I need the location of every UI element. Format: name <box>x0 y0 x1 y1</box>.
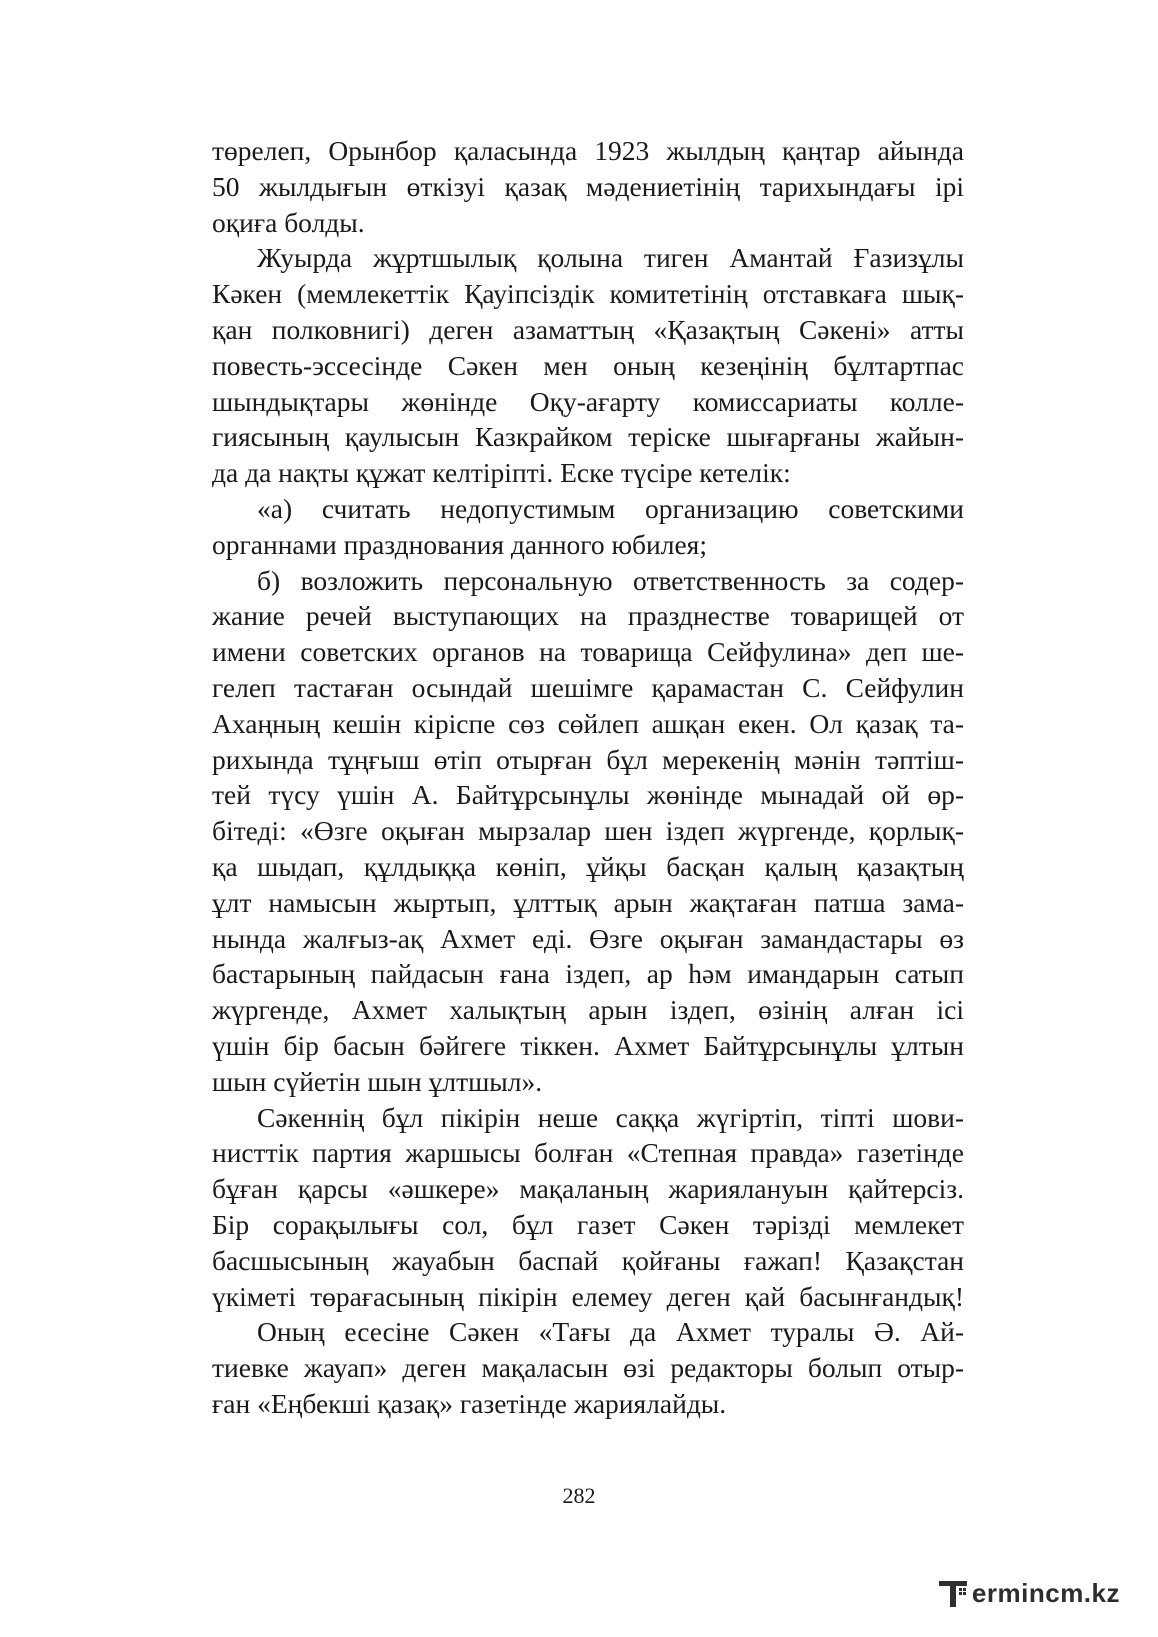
watermark-prefix: ermin <box>971 1577 1046 1608</box>
text-line: Сәкеннің бұл пікірін неше саққа жүгіртіп, тіпті шови- <box>257 1101 964 1133</box>
page-number: 282 <box>562 1483 596 1508</box>
text-line: жание речей выступающих на празднестве товарищей от <box>212 600 964 632</box>
text-line: да да нақты құжат келтіріпті. Еске түсіре кетелік: <box>212 457 791 489</box>
text-line: гиясының қаулысын Казкрайком теріске шығарғаны жайын- <box>212 421 964 453</box>
text-line: Кәкен (мемлекеттік Қауіпсіздік комитетінің отставкаға шық- <box>212 278 964 310</box>
text-line: ған «Еңбекші қазақ» газетінде жариялайды. <box>212 1387 727 1419</box>
text-line: шын сүйетін шын ұлтшыл». <box>212 1065 543 1097</box>
text-line: қа шыдап, құлдыққа көніп, ұйқы басқан қалың қазақтың <box>212 850 964 882</box>
text-line: үкіметі төрағасының пікірін елемеу деген қай басынғандық! <box>212 1280 964 1312</box>
text-line: басшысының жауабын баспай қойғаны ғажап! Қазақстан <box>212 1244 964 1276</box>
text-line: бастарының пайдасын ғана іздеп, ар һәм имандарын сатып <box>212 958 964 990</box>
text-line: Оның есесіне Сәкен «Тағы да Ахмет туралы Ә. Ай- <box>257 1316 964 1348</box>
text-line: жүргенде, Ахмет халықтың арын іздеп, өзінің алған ісі <box>212 994 964 1026</box>
text-line: б) возложить персональную ответственность за содер- <box>257 564 964 596</box>
watermark-middle: c <box>1045 1577 1061 1608</box>
text-line: рихында тұңғыш өтіп отырған бұл мерекенің мәнін тәптіш- <box>212 743 964 775</box>
text-line: Жуырда жұртшылық қолына тиген Амантай Ғазизұлы <box>257 242 964 274</box>
body-text <box>212 133 964 1422</box>
text-line: тиевке жауап» деген мақаласын өзі редакторы болып отыр- <box>212 1352 964 1384</box>
t-letter-logo-icon <box>937 1575 971 1611</box>
text-line: ұлт намысын жыртып, ұлттық арын жақтаған патша зама- <box>212 886 964 918</box>
text-line: Бір сорақылығы сол, бұл газет Сәкен тәрізді мемлекет <box>212 1208 964 1240</box>
text-line: нисттік партия жаршысы болған «Степная правда» газетінде <box>212 1137 964 1169</box>
text-line: қан полковнигі) деген азаматтың «Қазақтың Сәкені» атты <box>212 313 964 345</box>
text-line: 50 жылдығын өткізуі қазақ мәдениетінің тарихындағы ірі <box>212 170 964 202</box>
text-line: Ахаңның кешін кіріспе сөз сөйлеп ашқан екен. Ол қазақ та- <box>212 707 964 739</box>
text-line: бітеді: «Өзге оқыған мырзалар шен іздеп жүргенде, қорлық- <box>212 815 964 847</box>
text-line: оқиға болды. <box>212 206 365 238</box>
text-line: «а) считать недопустимым организацию советскими <box>257 492 964 524</box>
text-line: гелеп тастаған осындай шешімге қарамастан С. Сейфулин <box>212 671 964 703</box>
text-line: нында жалғыз-ақ Ахмет еді. Өзге оқыған замандастары өз <box>212 922 964 954</box>
text-line: бұған қарсы «әшкере» мақаланың жариялануын қайтерсіз. <box>212 1173 964 1205</box>
text-line: үшін бір басын бәйгеге тіккен. Ахмет Байтұрсынұлы ұлтын <box>212 1029 964 1061</box>
termincom-watermark <box>937 1575 1120 1611</box>
text-line: повесть-эссесінде Сәкен мен оның кезеңінің бұлтартпас <box>212 349 964 381</box>
text-line: тей түсу үшін А. Байтұрсынұлы жөнінде мынадай ой өр- <box>212 779 964 811</box>
watermark-suffix: m.kz <box>1060 1577 1120 1608</box>
text-line: имени советских органов на товарища Сейфулина» деп ше- <box>212 636 964 668</box>
text-line: төрелеп, Орынбор қаласында 1923 жылдың қаңтар айында <box>212 135 964 166</box>
text-line: шындықтары жөнінде Оқу-ағарту комиссариаты колле- <box>212 385 964 417</box>
text-line: органнами празднования данного юбилея; <box>212 528 707 560</box>
